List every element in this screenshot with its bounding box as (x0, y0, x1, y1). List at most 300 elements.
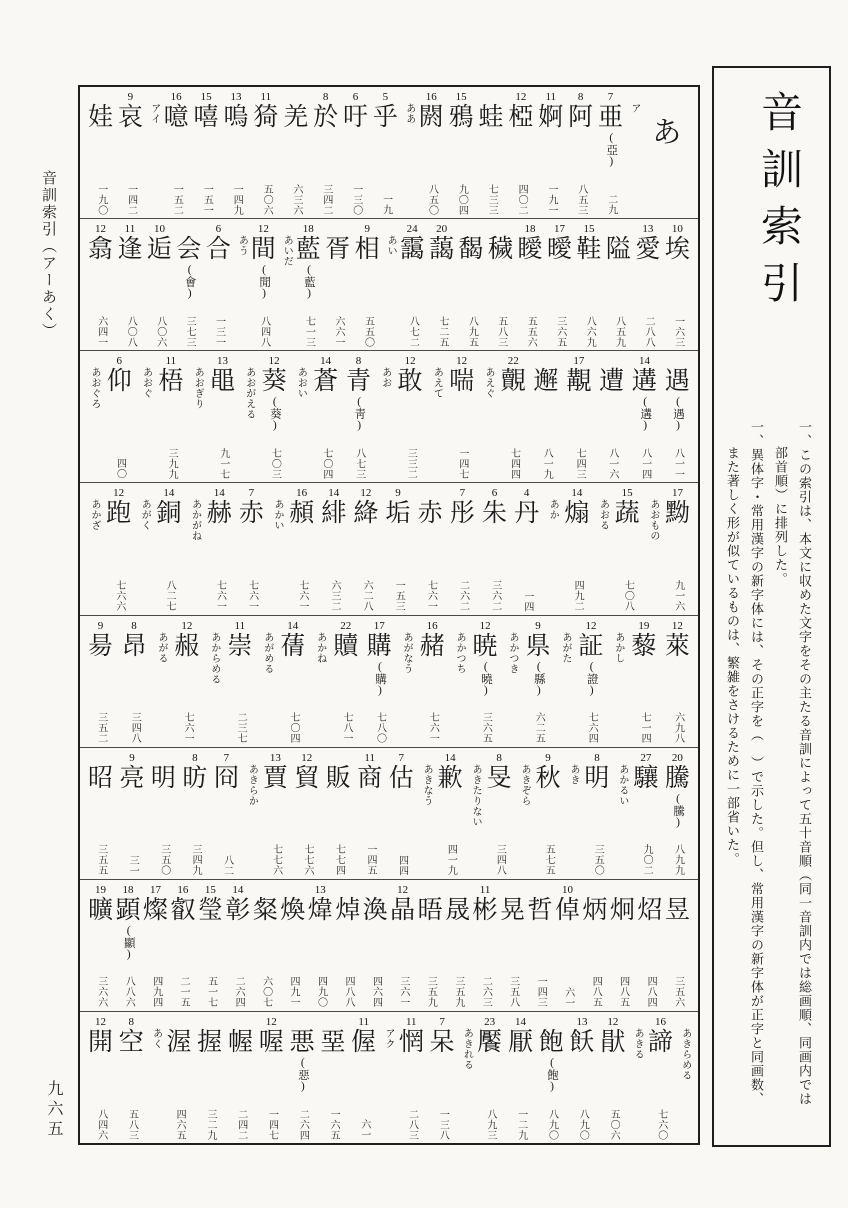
index-entry (567, 90, 594, 216)
entry-kanji: 絳 (353, 500, 379, 528)
page-reference: 一四五 (364, 844, 376, 876)
page-reference: 八〇八 (125, 315, 137, 348)
reading-label: あおもの (647, 499, 659, 542)
index-entry (472, 619, 499, 745)
page-reference: 二八三 (406, 1108, 418, 1140)
index-entry (664, 751, 691, 877)
reading-label: あがる (155, 631, 167, 663)
entry-kanji: 昉 (182, 764, 208, 792)
entry-kanji: 証 (578, 632, 604, 660)
stroke-count: 8 (355, 355, 362, 368)
entry-kanji: 飽 (538, 1028, 564, 1056)
entry-kanji: 藜 (631, 632, 657, 660)
stroke-count: 27 (640, 751, 652, 764)
stroke-count: 16 (296, 487, 308, 500)
index-entry (577, 619, 604, 745)
page-reference: 七四三 (574, 447, 586, 480)
index-entry (173, 619, 200, 745)
stroke-count: 7 (607, 91, 614, 103)
entry-kanji: 炯 (609, 896, 635, 924)
entry-kanji: 朱 (481, 500, 507, 528)
stroke-count: 11 (405, 1015, 417, 1028)
entry-kanji: 相 (354, 236, 380, 264)
index-entry (165, 1015, 192, 1141)
variant-form: (縣) (532, 660, 545, 696)
index-entry (307, 883, 334, 1009)
page-reference: 二六四 (233, 976, 245, 1008)
index-entry (312, 354, 339, 480)
index-entry (175, 222, 202, 348)
index-entry (181, 751, 208, 877)
page-reference: 六一 (358, 1119, 370, 1140)
entry-kanji: 秋 (535, 764, 561, 792)
index-row (80, 483, 698, 615)
stroke-count: 14 (328, 487, 340, 500)
stroke-count: 17 (373, 619, 385, 632)
page-reference: 七七四 (333, 844, 345, 876)
index-row (80, 880, 698, 1012)
index-entry (224, 883, 251, 1009)
reading-label: あかい (271, 499, 283, 531)
stroke-count: 20 (436, 223, 448, 236)
entry-kanji: 蒼 (313, 368, 339, 396)
stroke-count: 23 (484, 1015, 496, 1028)
stroke-count: 10 (153, 223, 165, 236)
page-reference: 一五二 (171, 183, 183, 216)
index-entry (118, 1015, 145, 1141)
page-reference: 三五六 (672, 976, 684, 1008)
stroke-count: 14 (232, 883, 244, 896)
page-reference: 五〇六 (608, 1108, 620, 1140)
index-entry (535, 751, 562, 877)
index-entry (398, 1015, 425, 1141)
reading-label: あえて (431, 367, 443, 399)
stroke-count: 9 (129, 751, 135, 764)
reading-label: あかつち (454, 631, 466, 674)
entry-kanji: 燦 (142, 896, 168, 924)
page-reference: 五七五 (543, 844, 555, 876)
index-entry (209, 354, 236, 480)
page-reference: 一四二 (125, 183, 137, 216)
entry-kanji: 嘻 (193, 104, 219, 131)
stroke-count: 9 (535, 619, 541, 632)
stroke-count: 24 (406, 223, 418, 236)
entry-kanji: 貿 (294, 764, 320, 792)
entry-kanji: 於 (313, 104, 339, 131)
variant-form: (飽) (546, 1056, 558, 1093)
index-entry (417, 486, 444, 612)
page-reference: 四〇 (114, 458, 126, 480)
index-entry (87, 883, 114, 1009)
page-reference: 七二五 (436, 315, 448, 348)
reading-label: あいだ (281, 235, 293, 267)
index-entry (150, 751, 177, 877)
index-entry (525, 619, 552, 745)
reading-label: あおい (295, 367, 307, 399)
reading-label: あおぐ (140, 367, 152, 399)
page-reference: 六三六 (290, 183, 302, 216)
entry-kanji: 鴉 (448, 104, 474, 131)
entry-kanji: 胥 (325, 236, 351, 264)
index-entry (636, 883, 663, 1009)
page-reference: 一五一 (201, 183, 213, 216)
reading-label: あか (547, 499, 559, 521)
stroke-count: 9 (364, 223, 370, 236)
page-reference: 二六四 (297, 1108, 309, 1140)
reading-label: あおる (597, 499, 609, 531)
stroke-count: 13 (642, 223, 654, 236)
page-reference: 三五五 (95, 844, 107, 876)
index-entry (472, 883, 499, 1009)
entry-kanji: 煽 (564, 500, 590, 528)
page-reference: 八七三 (353, 447, 365, 480)
entry-kanji: 晟 (445, 896, 471, 924)
index-entry (527, 883, 554, 1009)
page-reference: 七六〇 (655, 1108, 667, 1140)
page-reference: 一四 (521, 590, 533, 612)
stroke-count: 8 (496, 751, 502, 764)
stroke-count: 9 (97, 619, 104, 632)
page-reference: 三一 (127, 854, 139, 876)
index-entry (319, 1015, 346, 1141)
entry-kanji: 頳 (289, 500, 315, 528)
index-title: 音訓索引 (755, 90, 801, 318)
index-entry (605, 222, 632, 348)
index-entry (106, 354, 133, 480)
index-entry (226, 619, 253, 745)
stroke-count: 14 (514, 1015, 526, 1028)
index-rows (80, 87, 698, 1143)
index-entry (196, 1015, 223, 1141)
index-entry (155, 486, 182, 612)
index-entry (279, 883, 306, 1009)
stroke-count: 5 (382, 91, 389, 103)
entry-kanji: 吁 (343, 104, 369, 131)
page-reference: 四九四 (150, 976, 162, 1008)
index-entry (289, 1015, 316, 1141)
stroke-count: 12 (515, 91, 527, 103)
index-entry (332, 619, 359, 745)
page-reference: 四八四 (645, 976, 657, 1008)
page-reference: 七六六 (113, 580, 125, 612)
page-reference: 七一三 (303, 315, 315, 348)
variant-form: (惡) (296, 1056, 309, 1093)
index-entry (146, 222, 173, 348)
index-entry (397, 354, 424, 480)
page-reference: 四四 (396, 854, 408, 876)
index-entry (213, 751, 240, 877)
stroke-count: 16 (170, 91, 182, 103)
page-reference: 四八五 (617, 976, 629, 1008)
entry-kanji: 藹 (429, 236, 455, 264)
note-line: 一、この索引は、本文に収めた文字をその主たる音訓によって五十音順（同一音訓内では総画順、同画内では (797, 420, 812, 1106)
page-reference: 三三二 (405, 447, 417, 480)
entry-kanji: 彤 (449, 500, 475, 528)
entry-kanji: 敢 (397, 368, 423, 396)
index-entry (444, 883, 471, 1009)
stroke-count: 15 (200, 91, 212, 103)
entry-kanji: 葵 (261, 368, 287, 396)
stroke-count: 4 (523, 487, 530, 500)
page-reference: 四八八 (342, 976, 354, 1008)
page-reference: 七八〇 (374, 712, 386, 744)
reading-label: あからめる (208, 631, 220, 684)
index-row (80, 1012, 698, 1143)
index-entry (352, 486, 379, 612)
page-reference: 三六一 (397, 976, 409, 1008)
stroke-count: 17 (553, 223, 565, 236)
note-line: 部首順）に排列した。 (773, 446, 788, 586)
page-reference: 三二九 (204, 1108, 216, 1140)
stroke-count: 10 (561, 883, 573, 896)
entry-kanji: 赧 (174, 632, 200, 660)
stroke-count: 13 (216, 355, 228, 368)
page-reference: 七六一 (246, 580, 258, 612)
page-reference: 三六二 (489, 580, 501, 612)
index-entry (428, 222, 455, 348)
index-entry (538, 1015, 565, 1141)
page-reference: 九〇四 (456, 183, 468, 216)
index-entry (250, 222, 277, 348)
stroke-count: 16 (425, 91, 437, 103)
page-reference: 二四二 (235, 1108, 247, 1140)
page-reference: 一九〇 (95, 183, 107, 216)
page-reference: 六四一 (95, 315, 107, 348)
reading-label: ア (628, 103, 640, 114)
index-entry (597, 90, 624, 216)
entry-kanji: 饜 (477, 1028, 503, 1056)
index-entry (417, 883, 444, 1009)
page-reference: 三五二 (95, 712, 107, 744)
index-entry (664, 222, 691, 348)
entry-kanji: 蒨 (280, 632, 306, 660)
index-entry (664, 354, 691, 480)
page-reference: 一四七 (456, 447, 468, 480)
page-reference: 六二八 (361, 580, 373, 612)
index-entry (389, 883, 416, 1009)
page-reference: 六九八 (672, 712, 684, 744)
entry-kanji: 販 (325, 764, 351, 792)
entry-kanji: 焯 (335, 896, 361, 924)
page-reference: 八一一 (672, 447, 684, 480)
page-reference: 四一九 (445, 844, 457, 876)
page-reference: 一三一 (213, 315, 225, 348)
page-number: 九六五 (45, 1080, 62, 1140)
page-reference: 三五九 (425, 976, 437, 1008)
entry-kanji: 昜 (87, 632, 113, 660)
page-reference: 八五〇 (426, 183, 438, 216)
stroke-count: 7 (398, 751, 404, 764)
entry-kanji: 赤 (238, 500, 264, 528)
index-entry (227, 1015, 254, 1141)
index-entry (325, 751, 352, 877)
stroke-count: 12 (95, 1015, 106, 1028)
entry-kanji: 丹 (514, 500, 540, 528)
entry-kanji: 羌 (283, 104, 309, 131)
section-header (643, 90, 691, 216)
page-reference: 一九一 (546, 183, 557, 216)
page-reference: 七一四 (639, 712, 651, 744)
index-entry (205, 222, 232, 348)
reading-label: あきれる (461, 1027, 473, 1070)
index-entry (279, 619, 306, 745)
page-reference: 八九三 (484, 1108, 496, 1140)
index-entry (193, 90, 220, 216)
page-reference: 八六九 (584, 315, 596, 348)
page-reference: 八五三 (575, 183, 587, 216)
page-reference: 三四八 (494, 844, 506, 876)
index-entry (598, 354, 625, 480)
index-entry (449, 486, 476, 612)
entry-kanji: 嗚 (223, 104, 249, 131)
index-entry (507, 90, 534, 216)
entry-kanji: 惘 (398, 1028, 424, 1056)
variant-form: (顯) (122, 924, 135, 961)
page-reference: 六六一 (332, 315, 344, 348)
stroke-count: 17 (671, 487, 683, 500)
page-reference: 二六三 (480, 976, 492, 1008)
reading-label: あおぎり (192, 367, 204, 410)
index-entry (609, 883, 636, 1009)
entry-kanji: 偓 (351, 1028, 377, 1056)
entry-kanji: 諦 (647, 1028, 673, 1056)
entry-kanji: 逅 (146, 236, 172, 264)
entry-kanji: 亜 (598, 104, 624, 131)
entry-kanji: 崇 (227, 632, 253, 660)
entry-kanji: 乎 (372, 104, 398, 131)
index-entry (569, 1015, 596, 1141)
index-entry (664, 883, 691, 1009)
stroke-count: 12 (268, 355, 280, 368)
page-reference: 一二九 (515, 1108, 527, 1140)
index-entry (563, 486, 590, 612)
stroke-count: 13 (314, 883, 326, 896)
page-reference: 一四九 (231, 183, 243, 216)
index-entry (533, 354, 560, 480)
index-entry (238, 486, 265, 612)
variant-form: (藍) (303, 264, 315, 300)
index-entry (437, 751, 464, 877)
entry-kanji: 銅 (156, 500, 182, 528)
entry-kanji: 厭 (507, 1028, 533, 1056)
reading-label: あく (150, 1027, 162, 1049)
entry-kanji: 鞋 (576, 236, 602, 264)
index-entry (486, 751, 513, 877)
variant-form: (葵) (268, 396, 281, 432)
entry-kanji: 昂 (121, 632, 147, 660)
index-entry (288, 486, 315, 612)
index-entry (261, 354, 288, 480)
entry-kanji: 穢 (488, 236, 514, 264)
page-reference: 九一七 (217, 447, 229, 480)
page-reference: 一三〇 (350, 183, 362, 216)
page-reference: 七六一 (427, 712, 439, 744)
page-reference: 二六二 (457, 580, 469, 612)
index-entry (664, 619, 691, 745)
entry-kanji: 瞹 (517, 236, 543, 264)
entry-kanji: 喘 (449, 368, 475, 396)
index-entry (356, 751, 383, 877)
reading-label: あがた (559, 631, 571, 663)
page-reference: 八八六 (123, 976, 135, 1008)
variant-form: (遘) (639, 396, 652, 432)
stroke-count: 7 (223, 751, 230, 764)
page-reference: 二三七 (235, 712, 247, 744)
stroke-count: 8 (128, 1015, 135, 1028)
index-entry (87, 751, 114, 877)
reading-label: アイ (148, 103, 160, 124)
index-entry (458, 222, 485, 348)
index-entry (487, 222, 514, 348)
index-row (80, 87, 698, 219)
stroke-count: 12 (397, 883, 409, 896)
stroke-count: 13 (230, 91, 242, 103)
index-entry (354, 222, 381, 348)
stroke-count: 9 (395, 487, 401, 500)
index-entry (507, 1015, 534, 1141)
page-reference: 八七二 (407, 315, 419, 348)
index-entry (362, 883, 389, 1009)
index-entry (320, 486, 347, 612)
stroke-count: 14 (638, 355, 650, 368)
page-reference: 八二 (221, 854, 233, 876)
page-reference: 二一五 (178, 976, 190, 1008)
page-reference: 八四六 (95, 1108, 107, 1140)
index-entry (499, 883, 526, 1009)
index-entry (334, 883, 361, 1009)
entry-kanji: 騰 (664, 764, 690, 792)
entry-kanji: 邂 (533, 368, 559, 396)
stroke-count: 14 (320, 355, 332, 368)
page-reference: 八一四 (639, 447, 651, 480)
page-reference: 七〇八 (622, 580, 634, 612)
stroke-count: 13 (576, 1015, 588, 1028)
stroke-count: 8 (192, 751, 198, 764)
stroke-count: 12 (404, 355, 416, 368)
reading-label: あえぐ (482, 367, 494, 399)
index-entry (581, 883, 608, 1009)
entry-kanji: 靄 (399, 236, 425, 264)
entry-kanji: 炤 (637, 896, 663, 924)
page-reference: 一四七 (266, 1108, 278, 1140)
page-reference: 一三八 (437, 1108, 449, 1140)
stroke-count: 17 (573, 355, 585, 368)
page-reference: 八一六 (606, 447, 618, 480)
reading-label: あきたりない (470, 763, 482, 827)
index-entry (252, 883, 279, 1009)
index-entry (429, 1015, 456, 1141)
page-reference: 一五三 (393, 580, 405, 612)
stroke-count: 12 (456, 355, 468, 368)
index-notes (720, 420, 816, 1182)
page-reference: 八九五 (466, 315, 478, 348)
entry-kanji: 哲 (527, 896, 553, 924)
page-reference: 八九九 (672, 844, 684, 876)
page-reference: 五五六 (525, 315, 537, 348)
stroke-count: 11 (358, 1015, 369, 1028)
index-entry (554, 883, 581, 1009)
entry-kanji: 估 (388, 764, 414, 792)
entry-kanji: 握 (197, 1028, 223, 1056)
index-table (78, 85, 700, 1145)
entry-kanji: 商 (357, 764, 383, 792)
index-entry (324, 222, 351, 348)
stroke-count: 11 (165, 355, 177, 368)
index-entry (385, 486, 412, 612)
stroke-count: 15 (583, 223, 595, 236)
variant-form: (曉) (479, 660, 492, 696)
index-entry (448, 90, 475, 216)
